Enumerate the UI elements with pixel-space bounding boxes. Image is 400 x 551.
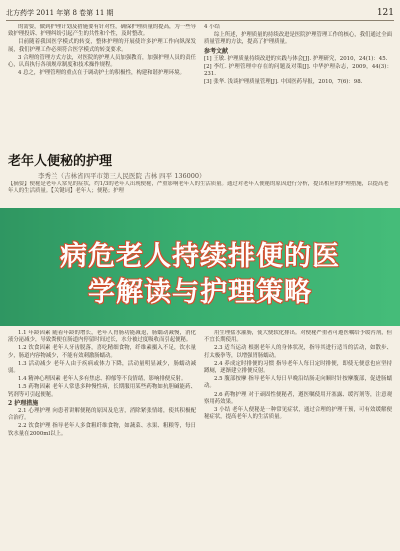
right-column-bottom (204, 330, 392, 548)
paragraph: 2.5 腹部按摩 指导老年人每日早晚沿结肠走向顺时针按摩腹部，促进肠蠕动。 (204, 376, 392, 390)
banner-title-line-2: 学解读与护理策略 (88, 277, 312, 308)
paragraph: 4 总之，护理管理的重点在于调动护士的积极性，构建和谐护理环境。 (18, 70, 185, 77)
article-title: 老年人便秘的护理 (8, 154, 113, 169)
paragraph: 2.3 适当运动 根据老年人的身体状况，指导其进行适当的活动，如散步、打太极拳等，以增强胃肠蠕动。 (204, 345, 392, 359)
page-header (6, 6, 394, 21)
paragraph: 1.4 精神心理因素 老年人多有焦虑、抑郁等不良情绪，影响排便反射。 (18, 376, 187, 383)
paragraph: 1.5 药物因素 老年人常患多种慢性病，长期服用某些药物如抗胆碱能药、钙剂等可引起便秘。 (8, 384, 196, 398)
paragraph: 4 小结 (204, 24, 220, 30)
paragraph: 1.1 年龄因素 随着年龄的增长，老年人胃肠功能减退，肠蠕动减慢，消化液分泌减少，导致粪便在肠道内停留时间过长，水分被过度吸收而引起便秘。 (8, 330, 196, 344)
paragraph: 目前随着我国医学模式的转变，整体护理的开展使许多护理工作向纵深发展，我们护理工作必须符合医学模式的转变要求。 (8, 39, 196, 53)
right-column-top (204, 24, 392, 154)
banner-title-line-1: 病危老人持续排便的医 (60, 241, 340, 272)
journal-name: 北方药学 2011 年第 8 卷第 11 期 (6, 9, 114, 17)
paragraph: 2.1 心理护理 向患者讲解便秘的原因及危害，消除紧张情绪，使其积极配合治疗。 (8, 408, 196, 422)
reference-item: [1] 王敏. 护理质量持续改进的实践与体会[J]. 护理研究，2010，24(1)：45. (204, 55, 388, 62)
references-heading: 参考文献 (204, 47, 229, 55)
paragraph: 用生理盐水灌肠，使大便软化排出。对便秘严重者可遵医嘱给予缓泻剂，但不宜长期使用。 (204, 330, 392, 344)
article-abstract: 【摘要】便秘是老年人常见的症状，约1/3的老年人出现便秘，严重影响老年人的生活质量。通过对老年人便秘的原因进行分析，提出相应的护理措施，以提高老年人的生活质量。【关键词】老年人；便秘；护理 (8, 181, 389, 195)
left-column-bottom (8, 330, 196, 548)
paragraph: 2.4 养成定时排便的习惯 指导老年人每日定时排便，即使无便意也应坚持蹲厕，逐渐建立排便反射。 (204, 360, 392, 375)
section-heading: 2 护理措施 (8, 399, 39, 407)
paragraph: 3 合理的管理方式方法，对医院的护理人员加强教育，加强护理人员的责任心，认真执行各项规章制度和技术操作规程。 (8, 54, 196, 69)
page-number: 121 (376, 8, 394, 18)
paragraph: 2.2 饮食护理 指导老年人多食粗纤维食物，如蔬菜、水果、粗粮等，每日饮水量在2000ml以上。 (8, 423, 196, 437)
paragraph: 1.2 饮食因素 老年人牙齿脱落，喜吃精细食物，纤维素摄入不足，饮水量少，肠道内容物减少，不能有效刺激肠蠕动。 (8, 345, 196, 359)
paragraph: 3 小结 老年人便秘是一种常见症状，通过合理的护理干预，可有效缓解便秘症状，提高老年人的生活质量。 (204, 407, 392, 421)
article-author: 李秀兰（吉林省四平市第三人民医院 吉林 四平 136000） (38, 172, 206, 180)
reference-item: [2] 李红. 护理管理中存在的问题及对策[J]. 中华护理杂志，2009，44(3)：231. (204, 64, 392, 78)
reference-item: [3] 张华. 浅谈护理质量管理[J]. 中国医药导报，2010，7(6)：98. (204, 79, 363, 86)
paragraph: 2.6 药物护理 对于顽固性便秘者，遵医嘱使用开塞露、缓泻剂等，注意观察用药效果。 (204, 391, 392, 405)
left-column-top (8, 24, 196, 142)
paragraph: 1.3 活动减少 老年人由于疾病或体力下降，活动量明显减少，肠蠕动减弱。 (8, 360, 196, 375)
paragraph: 综上所述，护理质量的持续改进是医院护理管理工作的核心，我们通过全面质量管理的方法，提高了护理质量。 (204, 32, 392, 46)
paragraph: 的需要，做到护理计划及措施要有针对性，确保护理质量的提高，为一些导致护理投诉、护理纠纷引起产生的共性和个性，及时整改。 (8, 24, 196, 38)
overlay-banner (0, 208, 400, 326)
